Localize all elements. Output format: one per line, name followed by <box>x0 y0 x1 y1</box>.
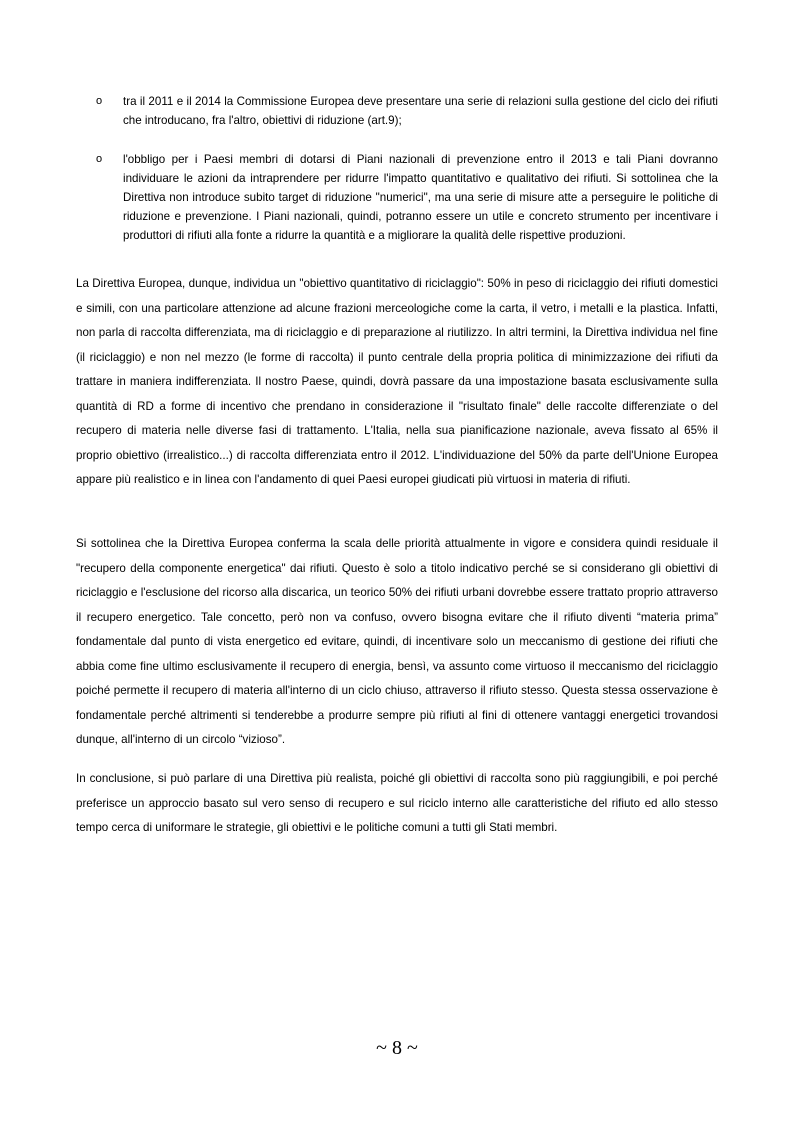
list-item-text: tra il 2011 e il 2014 la Commissione Europea deve presentare una serie di relazioni sulla gestione del ciclo dei rifiuti che introducano, fra l'altro, obiettivi di riduzione (art.9); <box>123 95 718 127</box>
paragraph-recycling-target: La Direttiva Europea, dunque, individua un "obiettivo quantitativo di riciclaggio": 50% in peso di riciclaggio dei rifiuti domestici e simili, con una particolare attenzione ad alcune frazioni merceologiche come la carta, il vetro, i metalli e la plastica. Infatti, non parla di raccolta differenziata, ma di riciclaggio e di preparazione al riutilizzo. In altri termini, la Direttiva individua nel fine (il riciclaggio) e non nel mezzo (le forme di raccolta) il punto centrale della propria politica di minimizzazione dei rifiuti da trattare in maniera indifferenziata. Il nostro Paese, quindi, dovrà passare da una impostazione basata esclusivamente sulla quantità di RD a forme di incentivo che prendano in considerazione il "risultato finale" delle raccolte differenziate o del recupero di materia nelle diverse fasi di trattamento. L'Italia, nella sua pianificazione nazionale, aveva fissato al 65% il proprio obiettivo (irrealistico...) di raccolta differenziata entro il 2012. L'individuazione del 50% da parte dell'Unione Europea appare più realistico e in linea con l'andamento di quei Paesi europei giudicati più virtuosi in materia di rifiuti. <box>76 277 718 486</box>
list-item-text: l'obbligo per i Paesi membri di dotarsi di Piani nazionali di prevenzione entro il 2013 e tali Piani dovranno individuare le azioni da intraprendere per ridurre l'impatto quantitativo e qualitativo dei rifiuti. Si sottolinea che la Direttiva non introduce subito target di riduzione "numerici", ma una serie di misure atte a perseguire le politiche di riduzione e prevenzione. I Piani nazionali, quindi, potranno essere un utile e concreto strumento per incentivare i produttori di rifiuti alla fonte a ridurre la quantità e a migliorare la qualità delle rispettive produzioni. <box>123 153 718 242</box>
paragraph-energy-recovery: Si sottolinea che la Direttiva Europea conferma la scala delle priorità attualmente in vigore e considera quindi residuale il "recupero della componente energetica" dai rifiuti. Questo è solo a titolo indicativo perché se si considerano gli obiettivi di riciclaggio e l'esclusione del ricorso alla discarica, un teorico 50% dei rifiuti urbani dovrebbe essere trattato proprio attraverso il recupero energetico. Tale concetto, però non va confuso, ovvero bisogna evitare che il rifiuto diventi “materia prima” fondamentale dal punto di vista energetico ed evitare, quindi, di incentivare solo un meccanismo di gestione dei rifiuti che abbia come fine ultimo esclusivamente il recupero di energia, bensì, va assunto come virtuoso il meccanismo del riciclaggio poiché permette il recupero di materia all'interno di un ciclo chiuso, attraverso il rifiuto stesso. Questa stessa osservazione è fondamentale perché altrimenti si tenderebbe a produrre sempre più rifiuti al fini di ottenere vantaggi energetici trovandosi dunque, all'interno di un circolo “vizioso”. <box>76 537 718 746</box>
list-item <box>96 92 718 130</box>
paragraph-conclusion: In conclusione, si può parlare di una Direttiva più realista, poiché gli obiettivi di raccolta sono più raggiungibili, e poi perché preferisce un approccio basato sul vero senso di recupero e sul riciclo interno alle caratteristiche del rifiuto ed allo stesso tempo cerca di uniformare le strategie, gli obiettivi e le politiche comuni a tutti gli Stati membri. <box>76 772 718 834</box>
list-item <box>96 150 718 245</box>
bullet-list <box>96 92 718 265</box>
page-number: ~ 8 ~ <box>376 1037 418 1059</box>
bullet-marker: o <box>96 153 103 165</box>
bullet-marker: o <box>96 95 103 107</box>
